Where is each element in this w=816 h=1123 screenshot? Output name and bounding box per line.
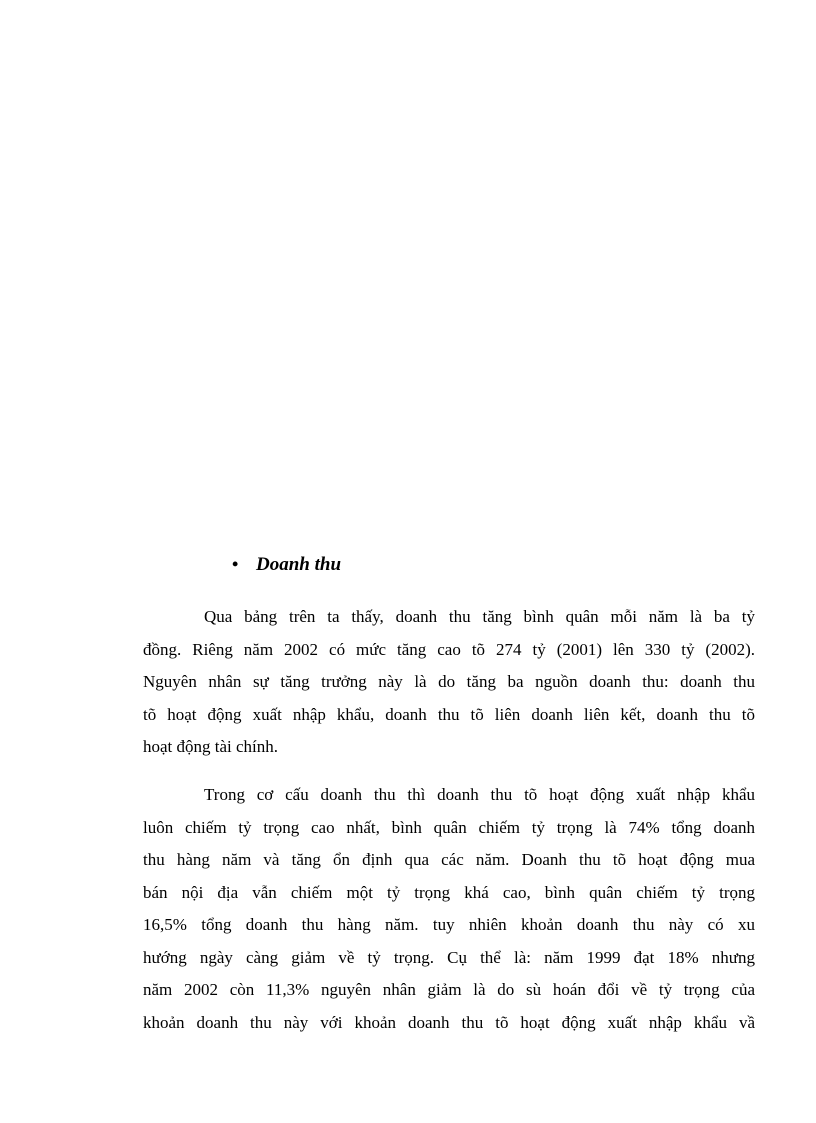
section-heading bbox=[232, 552, 341, 577]
paragraph-line: hướng ngày càng giảm về tỷ trọng. Cụ thể là: năm 1999 đạt 18% nhưng bbox=[143, 947, 755, 967]
paragraph-line: 16,5% tổng doanh thu hàng năm. tuy nhiên khoản doanh thu này có xu bbox=[143, 915, 755, 934]
section-heading-text: Doanh thu bbox=[256, 554, 342, 575]
paragraph-line: bán nội địa vẫn chiếm một tỷ trọng khá cao, bình quân chiếm tỷ trọng bbox=[143, 882, 755, 902]
paragraph-line: luôn chiếm tỷ trọng cao nhất, bình quân chiếm tỷ trọng là 74% tổng doanh bbox=[143, 817, 755, 837]
paragraph-line: Qua bảng trên ta thấy, doanh thu tăng bình quân mỗi năm là ba tỷ bbox=[204, 607, 755, 626]
bullet-icon: • bbox=[232, 554, 239, 574]
paragraph-line: hoạt động tài chính. bbox=[143, 737, 279, 756]
paragraph-line: tõ hoạt động xuất nhập khẩu, doanh thu tõ liên doanh liên kết, doanh thu tõ bbox=[143, 704, 755, 724]
paragraph-line: thu hàng năm và tăng ổn định qua các năm. Doanh thu tõ hoạt động mua bbox=[143, 850, 755, 869]
paragraph-line: Nguyên nhân sự tăng trưởng này là do tăng ba nguồn doanh thu: doanh thu bbox=[143, 672, 755, 691]
paragraph-revenue-growth bbox=[143, 601, 755, 764]
paragraph-line: năm 2002 còn 11,3% nguyên nhân giảm là do sù hoán đổi về tỷ trọng của bbox=[143, 980, 755, 999]
paragraph-line: đồng. Riêng năm 2002 có mức tăng cao tõ 274 tỷ (2001) lên 330 tỷ (2002). bbox=[143, 639, 755, 659]
paragraph-line: khoản doanh thu này với khoản doanh thu tõ hoạt động xuất nhập khẩu vầ bbox=[143, 1012, 755, 1032]
paragraph-line: Trong cơ cấu doanh thu thì doanh thu tõ hoạt động xuất nhập khẩu bbox=[204, 785, 755, 804]
paragraph-revenue-structure bbox=[143, 779, 755, 1039]
